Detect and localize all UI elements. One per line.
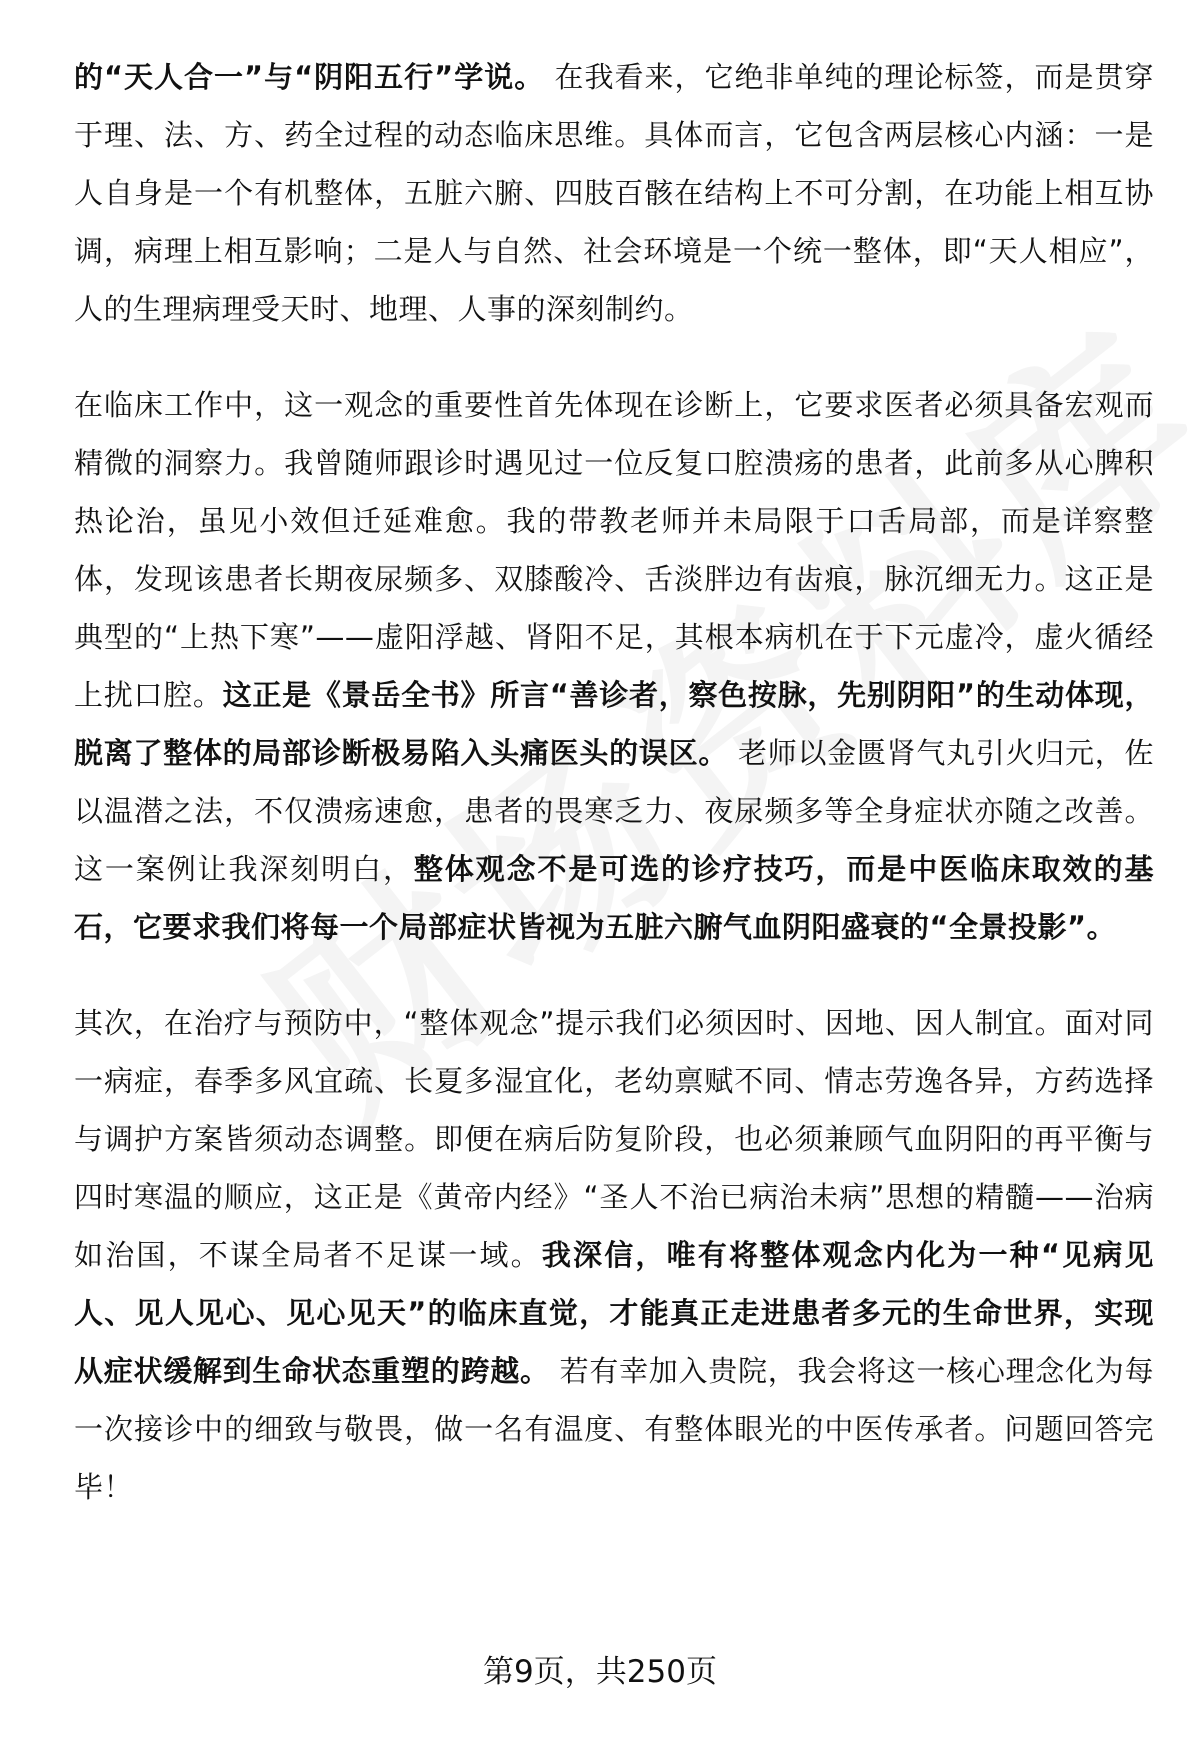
paragraph bbox=[74, 994, 1154, 1516]
bold-text-run: 我深信，唯有将整体观念内化为一种“见病见人、见人见心、见心见天”的临床直觉，才能真正走进患者多元的生命世界，实现从症状缓解到生命状态重塑的跨越。 bbox=[74, 1238, 1154, 1388]
text-run: 若有幸加入贵院，我会将这一核心理念化为每一次接诊中的细致与敬畏，做一名有温度、有整体眼光的中医传承者。问题回答完毕！ bbox=[74, 1354, 1154, 1504]
paragraph bbox=[74, 48, 1154, 338]
text-run: 老师以金匮肾气丸引火归元，佐以温潜之法，不仅溃疡速愈，患者的畏寒乏力、夜尿频多等全身症状亦随之改善。这一案例让我深刻明白， bbox=[74, 736, 1154, 886]
document-body bbox=[74, 48, 1154, 1554]
text-run: 其次，在治疗与预防中，“整体观念”提示我们必须因时、因地、因人制宜。面对同一病症，春季多风宜疏、长夏多湿宜化，老幼禀赋不同、情志劳逸各异，方药选择与调护方案皆须动态调整。即便在病后防复阶段，也必须兼顾气血阴阳的再平衡与四时寒温的顺应，这正是《黄帝内经》“圣人不治已病治未病”思想的精髓——治病如治国，不谋全局者不足谋一域。 bbox=[74, 1006, 1154, 1272]
page-number: 第9页，共250页 bbox=[483, 1654, 717, 1690]
bold-text-run: 的“天人合一”与“阴阳五行”学说。 bbox=[74, 60, 545, 94]
text-run: 在临床工作中，这一观念的重要性首先体现在诊断上，它要求医者必须具备宏观而精微的洞察力。我曾随师跟诊时遇见过一位反复口腔溃疡的患者，此前多从心脾积热论治，虽见小效但迁延难愈。我的带教老师并未局限于口舌局部，而是详察整体，发现该患者长期夜尿频多、双膝酸冷、舌淡胖边有齿痕，脉沉细无力。这正是典型的“上热下寒”——虚阳浮越、肾阳不足，其根本病机在于下元虚冷，虚火循经上扰口腔。 bbox=[74, 388, 1154, 712]
paragraph bbox=[74, 376, 1154, 956]
bold-text-run: 整体观念不是可选的诊疗技巧，而是中医临床取效的基石，它要求我们将每一个局部症状皆视为五脏六腑气血阴阳盛衰的“全景投影”。 bbox=[74, 852, 1154, 944]
text-run: 在我看来，它绝非单纯的理论标签，而是贯穿于理、法、方、药全过程的动态临床思维。具体而言，它包含两层核心内涵：一是人自身是一个有机整体，五脏六腑、四肢百骸在结构上不可分割，在功能上相互协调，病理上相互影响；二是人与自然、社会环境是一个统一整体，即“天人相应”，人的生理病理受天时、地理、人事的深刻制约。 bbox=[74, 60, 1154, 326]
bold-text-run: 这正是《景岳全书》所言“善诊者，察色按脉，先别阴阳”的生动体现，脱离了整体的局部诊断极易陷入头痛医头的误区。 bbox=[74, 678, 1154, 770]
